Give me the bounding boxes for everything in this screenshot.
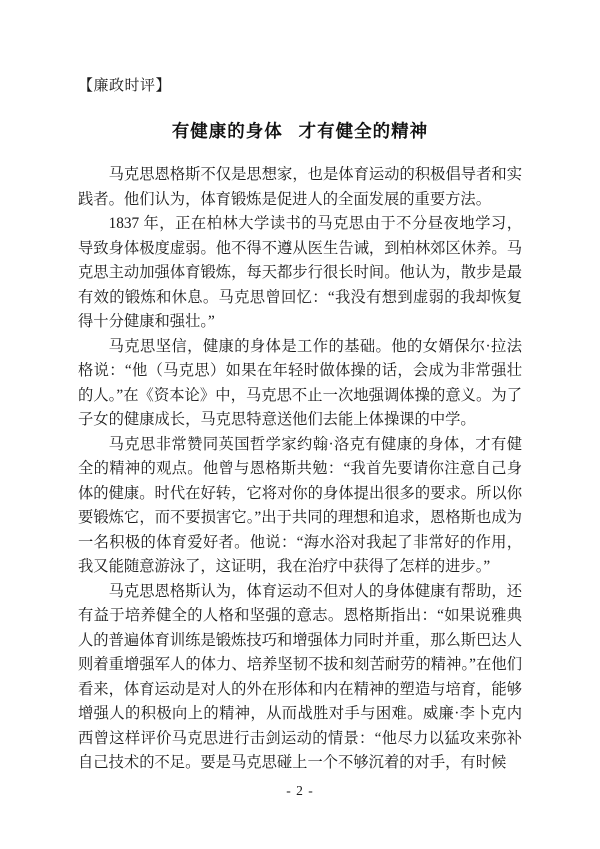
page-number: - 2 -: [286, 783, 314, 798]
page-title: 有健康的身体 才有健全的精神: [171, 121, 429, 141]
paragraph-locke-engels: 马克思非常赞同英国哲学家约翰·洛克有健康的身体，才有健全的精神的观点。他曾与恩格斯共勉：“我首先要请你注意自己身体的健康。时代在好转，它将对你的身体提出很多的要求。所以你要锻炼它，而不要损害它。”出于共同的理想和追求，恩格斯也成为一名积极的体育爱好者。他说：“海水浴对我起了非常好的作用，我又能随意游泳了，这证明，我在治疗中获得了怎样的进步。”: [78, 435, 522, 575]
paragraph-health-foundation: 马克思坚信，健康的身体是工作的基础。他的女婿保尔·拉法格说：“他（马克思）如果在年轻时做体操的话，会成为非常强壮的人。”在《资本论》中，马克思不止一次地强调体操的意义。为了子女的健康成长，马克思特意送他们去能上体操课的中学。: [78, 337, 522, 428]
section-tag: 【廉政时评】: [78, 78, 172, 94]
paragraph-sports-spirit: 马克思恩格斯认为，体育运动不但对人的身体健康有帮助，还有益于培养健全的人格和坚强的意志。恩格斯指出：“如果说雅典人的普遍体育训练是锻炼技巧和增强体力同时并重，那么斯巴达人则着重增强军人的体力、培养坚韧不拔和刻苦耐劳的精神。”在他们看来，体育运动是对人的外在形体和内在精神的塑造与培育，能够增强人的积极向上的精神，从而战胜对手与困难。威廉·李卜克内西曾这样评价马克思进行击剑运动的情景：“他尽力以猛攻来弥补自己技术的不足。要是马克思碰上一个不够沉着的对手，有时候: [78, 582, 522, 771]
paragraph-berlin-1837: 1837 年，正在柏林大学读书的马克思由于不分昼夜地学习，导致身体极度虚弱。他不得不遵从医生告诫，到柏林郊区休养。马克思主动加强体育锻炼，每天都步行很长时间。他认为，散步是最有效的锻炼和休息。马克思曾回忆：“我没有想到虚弱的我却恢复得十分健康和强壮。”: [78, 215, 522, 330]
article-body: [78, 163, 522, 776]
paragraph-intro: 马克思恩格斯不仅是思想家，也是体育运动的积极倡导者和实践者。他们认为，体育锻炼是促进人的全面发展的重要方法。: [78, 166, 522, 208]
